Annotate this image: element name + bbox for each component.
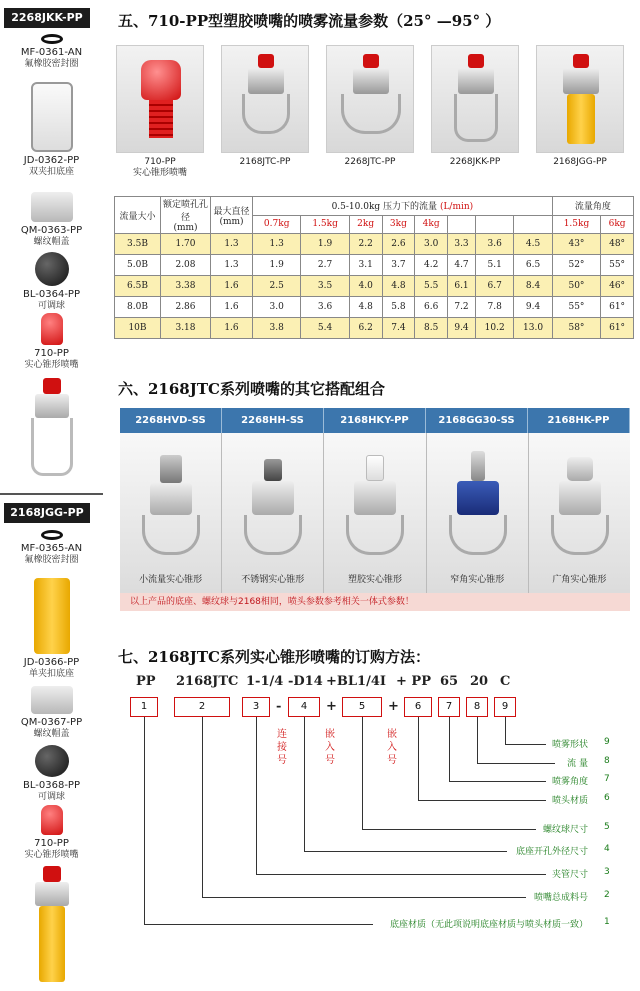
wide-nozzle-icon [567, 457, 593, 481]
table-cell: 5.0B [115, 255, 161, 276]
table-cell: 61° [601, 318, 634, 339]
narrow-nozzle-icon [471, 451, 485, 481]
table-cell: 1.3 [253, 234, 301, 255]
table-row [115, 276, 634, 297]
table-cell: 6.2 [349, 318, 382, 339]
leader-horizontal [505, 744, 546, 745]
leader-vertical [144, 717, 145, 924]
table-cell: 2.5 [253, 276, 301, 297]
legend-number: 9 [604, 737, 610, 747]
combo-header-bar [120, 408, 630, 433]
clamp-base-icon [31, 82, 73, 152]
table-cell: 4.5 [514, 234, 552, 255]
part-ball-2: BL-0368-PP 可调球 [0, 745, 103, 803]
product-2168jtc: 2168JTC-PP [215, 45, 315, 168]
nozzle-icon [41, 313, 63, 345]
table-cell: 3.8 [253, 318, 301, 339]
table-cell: 10B [115, 318, 161, 339]
legend-label: 螺纹球尺寸 [542, 825, 588, 835]
part-ball-1: BL-0364-PP 可调球 [0, 252, 103, 312]
badge-2168jgg: 2168JGG-PP [0, 503, 90, 523]
table-cell: 6.5 [514, 255, 552, 276]
section6-title: 六、2168JTC系列喷嘴的其它搭配组合 [118, 380, 385, 398]
product-2168jgg: 2168JGG-PP [530, 45, 630, 168]
leader-vertical [362, 717, 363, 829]
table-cell: 4.0 [349, 276, 382, 297]
connector-dash: - [276, 699, 282, 714]
table-cell: 13.0 [514, 318, 552, 339]
table-cell: 2.6 [382, 234, 415, 255]
order-box-3: 3 [242, 697, 270, 717]
combo-card-1: 小流量实心锥形 [120, 433, 222, 593]
legend-label: 底座材质（无此项说明底座材质与喷头材质一致） [389, 920, 588, 930]
table-cell: 8.5 [415, 318, 448, 339]
thread-cap-icon [31, 686, 73, 714]
badge-2268jkk: 2268JKK-PP [0, 8, 90, 28]
nozzle-clamp-photo-icon [221, 45, 309, 153]
leader-vertical [304, 717, 305, 851]
code-part-1: PP [136, 674, 156, 689]
assembly-2168jgg [0, 866, 103, 984]
leader-horizontal [477, 763, 555, 764]
table-cell: 3.5 [301, 276, 349, 297]
table-cell: 9.4 [514, 297, 552, 318]
legend-number: 5 [604, 822, 610, 832]
combo-model-4: 2168GG30-SS [426, 408, 528, 433]
connector-label-plus-1: 嵌 入 号 [325, 729, 335, 766]
combo-card-2: 不锈钢实心锥形 [222, 433, 324, 593]
connector-plus-1: + [326, 699, 337, 714]
table-cell: 1.6 [211, 297, 253, 318]
combo-model-1: 2268HVD-SS [120, 408, 222, 433]
table-cell: 3.0 [253, 297, 301, 318]
table-cell: 3.6 [301, 297, 349, 318]
section5-title: 五、710-PP型塑胶喷嘴的喷雾流量参数（25° —95° ） [118, 12, 501, 30]
table-cell: 5.8 [382, 297, 415, 318]
table-cell: 8.0B [115, 297, 161, 318]
product-2268jkk: 2268JKK-PP [425, 45, 525, 168]
table-cell: 3.5B [115, 234, 161, 255]
table-cell: 55° [552, 297, 600, 318]
assembly-icon [27, 866, 77, 984]
table-cell: 61° [601, 297, 634, 318]
combo-card-3: 塑胶实心锥形 [324, 433, 426, 593]
single-clamp-base-icon [34, 578, 70, 654]
combo-card-4: 窄角实心锥形 [427, 433, 529, 593]
nozzle-clamp-photo-icon [536, 45, 624, 153]
ss-nozzle-icon [264, 459, 282, 481]
table-cell: 58° [552, 318, 600, 339]
product-2268jtc: 2268JTC-PP [320, 45, 420, 168]
table-cell: 3.38 [161, 276, 211, 297]
leader-horizontal [304, 851, 507, 852]
thread-cap-icon [31, 192, 73, 222]
ball-icon [35, 745, 69, 777]
table-cell: 6.5B [115, 276, 161, 297]
order-box-9: 9 [494, 697, 516, 717]
legend-label: 夹管尺寸 [551, 870, 588, 880]
header-orifice: 额定喷孔孔径 (mm) [161, 197, 211, 234]
leader-vertical [505, 717, 506, 744]
leader-horizontal [202, 897, 526, 898]
order-box-5: 5 [342, 697, 382, 717]
part-cap-1: QM-0363-PP 螺纹帽盖 [0, 192, 103, 248]
table-cell: 52° [552, 255, 600, 276]
table-cell: 43° [552, 234, 600, 255]
parts-sidebar [0, 0, 103, 991]
nozzle-clamp-photo-icon [431, 45, 519, 153]
connector-label-plus-2: 嵌 入 号 [387, 729, 397, 766]
legend-number: 2 [604, 890, 610, 900]
table-cell: 1.6 [211, 318, 253, 339]
table-cell: 9.4 [448, 318, 476, 339]
leader-vertical [256, 717, 257, 874]
part-cap-2: QM-0367-PP 螺纹帽盖 [0, 686, 103, 740]
table-cell: 6.1 [448, 276, 476, 297]
product-710pp: 710-PP 实心锥形喷嘴 [110, 45, 210, 179]
legend-number: 1 [604, 917, 610, 927]
legend-label: 喷头材质 [551, 796, 588, 806]
connector-plus-2: + [388, 699, 399, 714]
table-cell: 4.2 [415, 255, 448, 276]
part-base-2: JD-0366-PP 单夹扣底座 [0, 578, 103, 680]
table-cell: 2.08 [161, 255, 211, 276]
combo-model-5: 2168HK-PP [528, 408, 630, 433]
ss-nozzle-icon [160, 455, 182, 483]
order-box-4: 4 [288, 697, 320, 717]
header-max: 最大直径 (mm) [211, 197, 253, 234]
main-content [110, 0, 640, 991]
part-oring-2: MF-0365-AN 氟橡胶密封圈 [0, 530, 103, 566]
part-oring-1: MF-0361-AN 氟橡胶密封圈 [0, 34, 103, 70]
table-cell: 3.7 [382, 255, 415, 276]
flow-table-body [115, 234, 634, 339]
table-cell: 4.8 [349, 297, 382, 318]
leader-horizontal [256, 874, 546, 875]
ball-icon [35, 252, 69, 286]
table-cell: 7.2 [448, 297, 476, 318]
table-cell: 7.4 [382, 318, 415, 339]
table-cell: 4.7 [448, 255, 476, 276]
assembly-icon [27, 378, 77, 478]
combo-model-2: 2268HH-SS [222, 408, 324, 433]
leader-vertical [418, 717, 419, 800]
legend-number: 8 [604, 756, 610, 766]
order-box-2: 2 [174, 697, 230, 717]
table-cell: 50° [552, 276, 600, 297]
order-box-6: 6 [404, 697, 432, 717]
legend-number: 7 [604, 774, 610, 784]
table-cell: 46° [601, 276, 634, 297]
flow-parameters-table: 流量大小 额定喷孔孔径 (mm) 最大直径 (mm) 0.5-10.0kg 压力下的流量 (L/min) 流量角度 0.7kg 1.5kg 2kg 3kg 4kg 1.5kg 6kg 3.5B 1.70 1.3 1.3 1.9 2.2 2.6 3.0 3.3 3.6 4.5 43° 48° 5.0B 2.08 1.3 1.9 2.7 3.1 3.7 4.2 4.7 5.1 6.5 52° 55° 6.5B 3.38 1.6 2.5 3.5 4.0 4.8 5.5 6.1 6.7 8.4 50° 46° 8.0B 2.86 1.6 3.0 3.6 4.8 5.8 6.6 7.2 7.8 9.4 55° 61° 10B 3.18 1.6 3.8 5.4 6.2 7.4 8.5 9.4 10.2 13.0 58° 61° [114, 196, 634, 339]
header-size: 流量大小 [115, 197, 161, 234]
table-cell: 6.7 [475, 276, 513, 297]
legend-number: 6 [604, 793, 610, 803]
table-cell: 5.4 [301, 318, 349, 339]
legend-number: 3 [604, 867, 610, 877]
code-part-2: 2168JTC [176, 674, 239, 689]
header-angle: 流量角度 [552, 197, 633, 216]
table-cell: 2.86 [161, 297, 211, 318]
table-row [115, 255, 634, 276]
table-cell: 55° [601, 255, 634, 276]
code-part-7: 65 [440, 674, 459, 689]
table-cell: 6.6 [415, 297, 448, 318]
order-box-8: 8 [466, 697, 488, 717]
part-nozzle-1: 710-PP 实心锥形喷嘴 [0, 313, 103, 371]
oring-icon [41, 530, 63, 540]
combo-note: 以上产品的底座、螺纹球与2168相同，喷头参数参考相关一体式参数！ [120, 593, 630, 611]
table-cell: 3.6 [475, 234, 513, 255]
table-cell: 1.6 [211, 276, 253, 297]
leader-vertical [477, 717, 478, 763]
table-cell: 5.5 [415, 276, 448, 297]
code-part-5: +BL1/4I [326, 674, 386, 689]
table-row [115, 234, 634, 255]
legend-label: 喷雾角度 [551, 777, 588, 787]
table-cell: 1.9 [253, 255, 301, 276]
table-cell: 4.8 [382, 276, 415, 297]
plastic-nozzle-icon [366, 455, 384, 481]
table-row [115, 318, 634, 339]
code-part-4: -D14 [288, 674, 323, 689]
leader-horizontal [449, 781, 546, 782]
nozzle-icon [41, 805, 63, 835]
table-cell: 10.2 [475, 318, 513, 339]
table-cell: 3.3 [448, 234, 476, 255]
assembly-2268jkk [0, 378, 103, 478]
combo-card-5: 广角实心锥形 [529, 433, 630, 593]
table-cell: 8.4 [514, 276, 552, 297]
header-flow: 0.5-10.0kg 压力下的流量 (L/min) [253, 197, 553, 216]
code-part-8: 20 [470, 674, 489, 689]
oring-icon [41, 34, 63, 44]
table-cell: 48° [601, 234, 634, 255]
legend-label: 底座开孔外径尺寸 [515, 847, 588, 857]
nozzle-clamp-photo-icon [326, 45, 414, 153]
sidebar-divider [0, 493, 103, 495]
table-cell: 2.2 [349, 234, 382, 255]
leader-horizontal [418, 800, 546, 801]
order-box-1: 1 [130, 697, 158, 717]
code-part-3: 1-1/4 [246, 674, 284, 689]
table-cell: 7.8 [475, 297, 513, 318]
combo-model-3: 2168HKY-PP [324, 408, 426, 433]
table-cell: 3.0 [415, 234, 448, 255]
table-cell: 3.18 [161, 318, 211, 339]
table-cell: 1.9 [301, 234, 349, 255]
table-row [115, 297, 634, 318]
connector-label-dash: 连 接 号 [277, 729, 287, 766]
table-cell: 5.1 [475, 255, 513, 276]
order-box-7: 7 [438, 697, 460, 717]
code-part-9: C [500, 674, 511, 689]
leader-horizontal [362, 829, 536, 830]
legend-label: 喷嘴总成料号 [533, 893, 588, 903]
table-cell: 3.1 [349, 255, 382, 276]
combo-photos [120, 433, 630, 593]
leader-vertical [202, 717, 203, 897]
leader-horizontal [144, 924, 373, 925]
table-cell: 1.3 [211, 234, 253, 255]
legend-number: 4 [604, 844, 610, 854]
code-part-6: + PP [396, 674, 431, 689]
nozzle-photo-icon [116, 45, 204, 153]
legend-label: 喷雾形状 [551, 740, 588, 750]
part-nozzle-2: 710-PP 实心锥形喷嘴 [0, 805, 103, 861]
leader-vertical [449, 717, 450, 781]
section7-title: 七、2168JTC系列实心锥形喷嘴的订购方法： [118, 648, 430, 666]
table-cell: 1.3 [211, 255, 253, 276]
part-base-1: JD-0362-PP 双夹扣底座 [0, 82, 103, 178]
table-cell: 2.7 [301, 255, 349, 276]
legend-label: 流 量 [567, 759, 588, 769]
table-cell: 1.70 [161, 234, 211, 255]
